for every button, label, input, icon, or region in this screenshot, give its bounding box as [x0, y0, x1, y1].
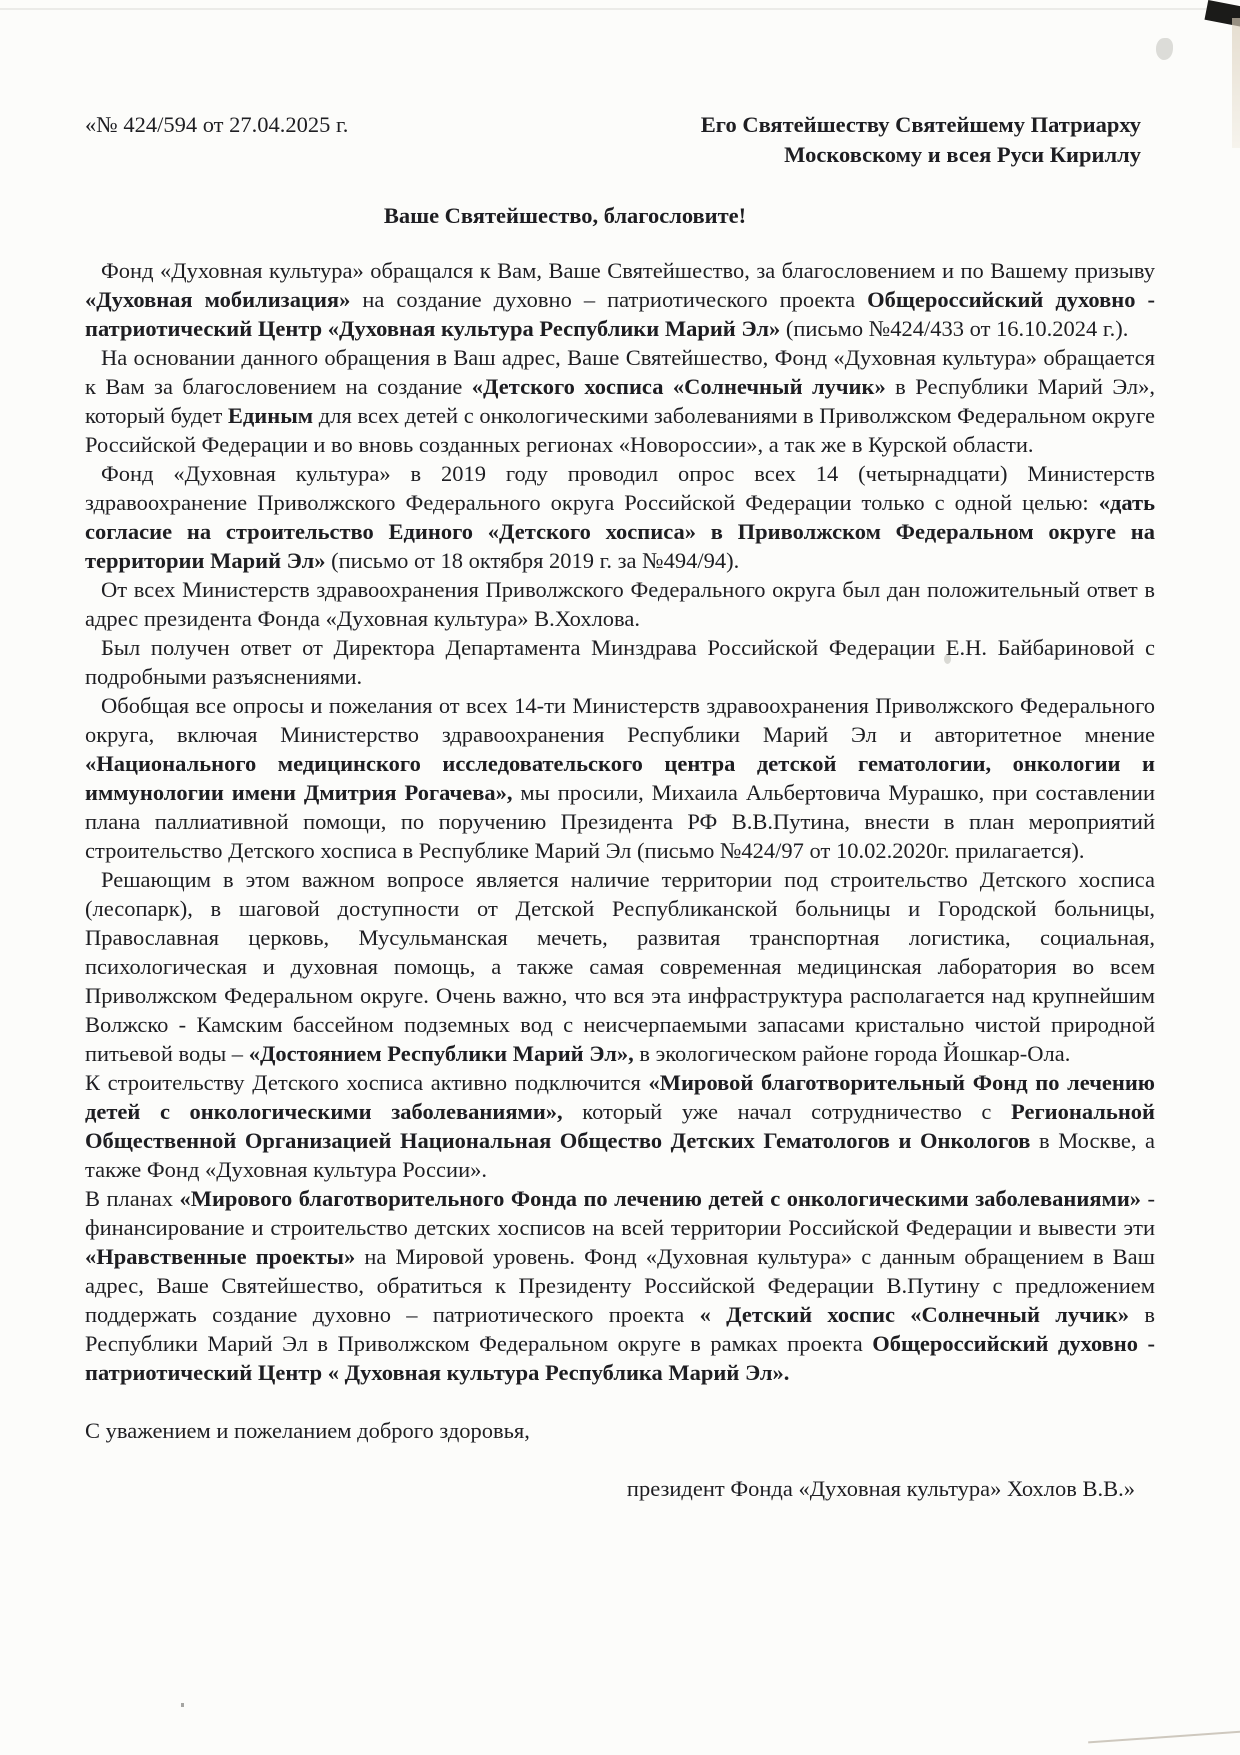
- body-paragraph: Фонд «Духовная культура» обращался к Вам, Ваше Святейшество, за благословением и по Вашему призыву «Духовная мобилизация» на создание духовно – патриотического проекта Общероссийский духовно - патриотический Центр «Духовная культура Республики Марий Эл» (письмо №424/433 от 16.10.2024 г.).: [85, 258, 1155, 341]
- body-paragraph: На основании данного обращения в Ваш адрес, Ваше Святейшество, Фонд «Духовная культура» обращается к Вам за благословением на создание «Детского хосписа «Солнечный лучик» в Республики Марий Эл», который будет Единым для всех детей с онкологическими заболеваниями в Приволжском Федеральном округе Российской Федерации и во вновь созданных регионах «Новороссии», а так же в Курской области.: [85, 345, 1155, 457]
- letter-header: [85, 110, 1155, 170]
- signature-line: президент Фонда «Духовная культура» Хохлов В.В.»: [626, 1476, 1135, 1501]
- reference-number: «№ 424/594 от 27.04.2025 г.: [85, 112, 349, 137]
- scan-line-artifact: [0, 8, 1240, 10]
- speck-artifact: [181, 1703, 184, 1707]
- body-paragraph: Решающим в этом важном вопросе является наличие территории под строительство Детского хосписа (лесопарк), в шаговой доступности от Детской Республиканской больницы и Городской больницы, Православная церковь, Мусульманская мечеть, развитая транспортная логистика, социальная, психологическая и духовная помощь, а также самая современная медицинская лаборатория во всем Приволжском Федеральном округе. Очень важно, что вся эта инфраструктура располагается над крупнейшим Волжско - Камским бассейном подземных вод с неисчерпаемыми запасами кристально чистой природной питьевой воды – «Достоянием Республики Марий Эл», в экологическом районе города Йошкар-Ола.: [85, 867, 1155, 1066]
- letter-content: [85, 110, 1155, 1503]
- body-paragraph: В планах «Мирового благотворительного Фонда по лечению детей с онкологическими заболеваниями» - финансирование и строительство детских хосписов на всей территории Российской Федерации и вывести эти «Нравственные проекты» на Мировой уровень. Фонд «Духовная культура» с данным обращением в Ваш адрес, Ваше Святейшество, обратиться к Президенту Российской Федерации В.Путину с предложением поддержать создание духовно – патриотического проекта « Детский хоспис «Солнечный лучик» в Республики Марий Эл в Приволжском Федеральном округе в рамках проекта Общероссийский духовно - патриотический Центр « Духовная культура Республика Марий Эл».: [85, 1186, 1156, 1385]
- addressee-line: Его Святейшеству Святейшему Патриарху: [700, 112, 1141, 137]
- body-paragraph: Был получен ответ от Директора Департамента Минздрава Российской Федерации Е.Н. Байбариновой с подробными разъяснениями.: [85, 635, 1155, 689]
- body-paragraph: К строительству Детского хосписа активно подключится «Мировой благотворительный Фонд по лечению детей с онкологическими заболеваниями», который уже начал сотрудничество с Региональной Общественной Организацией Национальная Общество Детских Гематологов и Онкологов в Москве, а также Фонд «Духовная культура России».: [85, 1070, 1156, 1182]
- salutation: Ваше Святейшество, благословите!: [383, 203, 747, 228]
- addressee-block: [701, 110, 1155, 170]
- body-paragraph: Фонд «Духовная культура» в 2019 году проводил опрос всех 14 (четырнадцати) Министерств здравоохранение Приволжского Федерального округа Российской Федерации только с одной целью: «дать согласие на строительство Единого «Детского хосписа» в Приволжском Федеральном округе на территории Марий Эл» (письмо от 18 октября 2019 г. за №494/94).: [85, 461, 1155, 573]
- scan-edge-artifact: [1232, 18, 1240, 148]
- letter-body: [85, 256, 1155, 1387]
- body-paragraph: От всех Министерств здравоохранения Приволжского Федерального округа был дан положительный ответ в адрес президента Фонда «Духовная культура» В.Хохлова.: [85, 577, 1155, 631]
- closing-line: С уважением и пожеланием доброго здоровья,: [85, 1418, 530, 1443]
- body-paragraph: Обобщая все опросы и пожелания от всех 14-ти Министерств здравоохранения Приволжского Федерального округа, включая Министерство здравоохранения Республики Марий Эл и авторитетное мнение «Национального медицинского исследовательского центра детской гематологии, онкологии и иммунологии имени Дмитрия Рогачева», мы просили, Михаила Альбертовича Мурашко, при составлении плана паллиативной помощи, по поручению Президента РФ В.В.Путина, внести в план мероприятий строительство Детского хосписа в Республике Марий Эл (письмо №424/97 от 10.02.2020г. прилагается).: [85, 693, 1155, 863]
- addressee-line: Московскому и всея Руси Кириллу: [784, 142, 1141, 167]
- smudge-artifact: [1156, 38, 1173, 60]
- scan-line-artifact: [1088, 1731, 1240, 1744]
